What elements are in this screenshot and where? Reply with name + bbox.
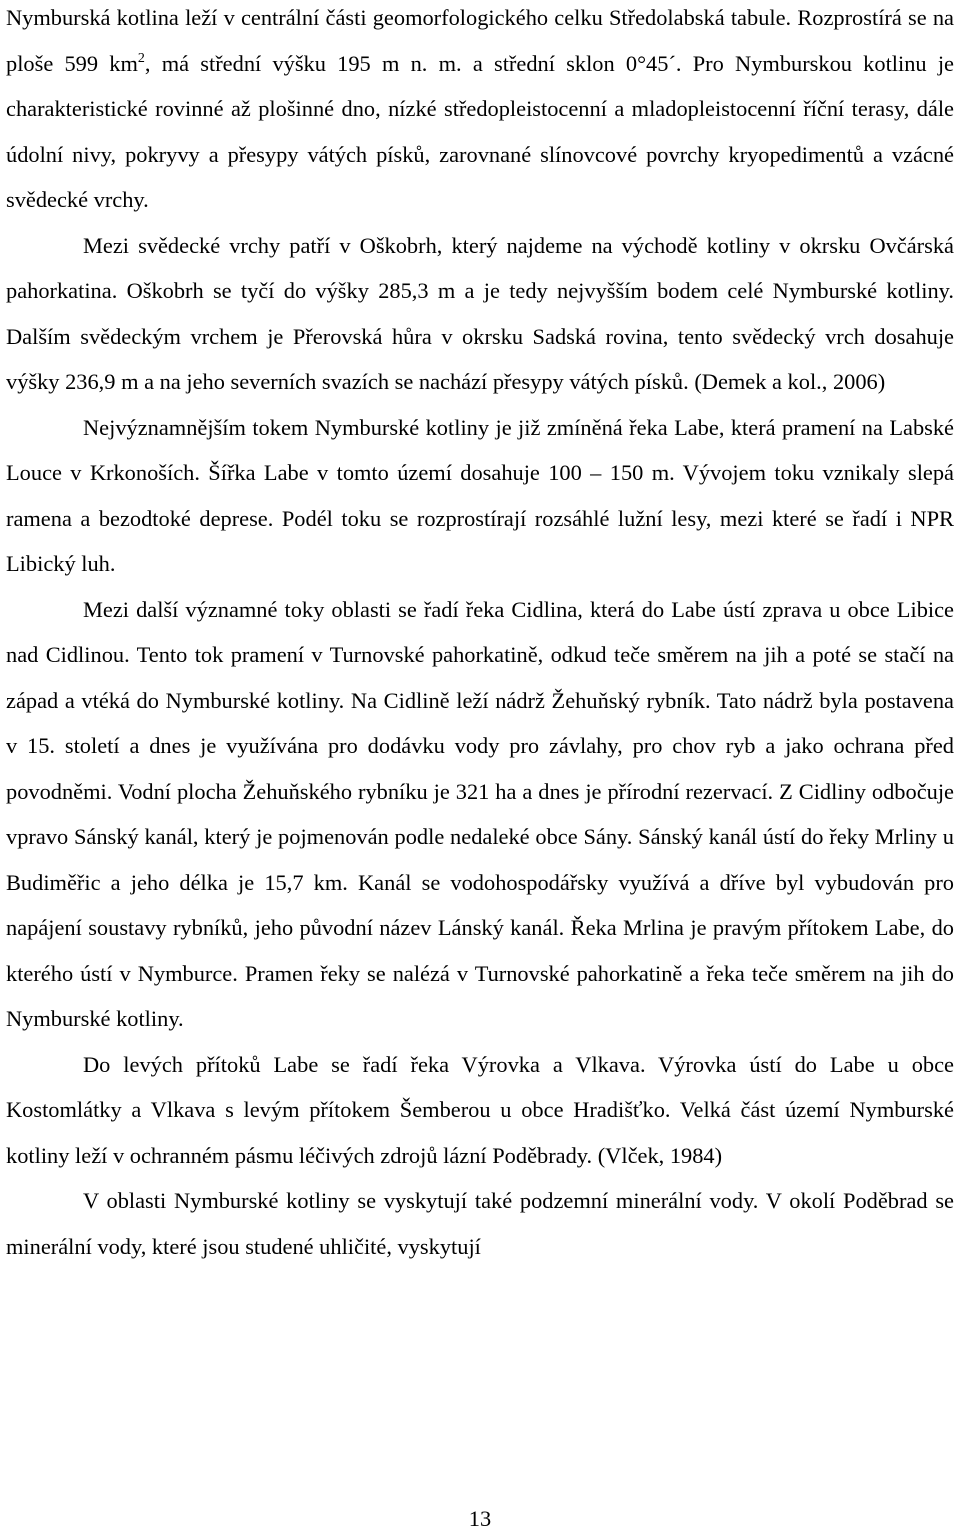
document-page <box>6 0 954 1269</box>
paragraph-text: Nymburská kotlina leží v centrální části geomorfologického celku Středolabská tabule. Rozprostírá se na ploše 599 km <box>6 5 954 76</box>
paragraph-cidlina-river: Mezi další významné toky oblasti se řadí řeka Cidlina, která do Labe ústí zprava u obce Libice nad Cidlinou. Tento tok pramení v Turnovské pahorkatině, odkud teče směrem na jih a poté se stačí na západ a vtéká do Nymburské kotliny. Na Cidlině leží nádrž Žehuňský rybník. Tato nádrž byla postavena v 15. století a dnes je využívána pro dodávku vody pro závlahy, pro chov ryb a jako ochrana před povodněmi. Vodní plocha Žehuňského rybníku je 321 ha a dnes je přírodní rezervací. Z Cidliny odbočuje vpravo Sánský kanál, který je pojmenován podle nedaleké obce Sány. Sánský kanál ústí do řeky Mrliny u Budiměřic a jeho délka je 15,7 km. Kanál se vodohospodářsky využívá a dříve byl vybudován pro napájení soustavy rybníků, jeho původní název Lánský kanál. Řeka Mrlina je pravým přítokem Labe, do kterého ústí v Nymburce. Pramen řeky se nalézá v Turnovské pahorkatině a řeka teče směrem na jih do Nymburské kotliny. <box>6 596 954 1031</box>
paragraph-left-tributaries: Do levých přítoků Labe se řadí řeka Výrovka a Vlkava. Výrovka ústí do Labe u obce Kostomlátky a Vlkava s levým přítokem Šemberou u obce Hradišťko. Velká část území Nymburské kotliny leží v ochranném pásmu léčivých zdrojů lázní Poděbrady. (Vlček, 1984) <box>6 1051 954 1168</box>
paragraph-mineral-waters: V oblasti Nymburské kotliny se vyskytují také podzemní minerální vody. V okolí Poděbrad se minerální vody, které jsou studené uhličité, vyskytují <box>6 1188 954 1259</box>
paragraph-labe-river: Nejvýznamnějším tokem Nymburské kotliny je již zmíněná řeka Labe, která pramení na Labské Louce v Krkonoších. Šířka Labe v tomto území dosahuje 100 – 150 m. Vývojem toku vznikaly slepá ramena a bezodtoké deprese. Podél toku se rozprostírají rozsáhlé lužní lesy, mezi které se řadí i NPR Libický luh. <box>6 414 954 576</box>
superscript-exponent: 2 <box>137 50 145 66</box>
paragraph-text-continued: , má střední výšku 195 m n. m. a střední sklon 0°45´. Pro Nymburskou kotlinu je charakteristické rovinné až plošinné dno, nízké středopleistocenní a mladopleistocenní říční terasy, dále údolní nivy, pokryvy a přesypy vátých písků, zarovnané slínovcové povrchy kryopedimentů a vzácné svědecké vrchy. <box>6 50 954 212</box>
paragraph-witness-hills: Mezi svědecké vrchy patří v Oškobrh, který najdeme na východě kotliny v okrsku Ovčárská pahorkatina. Oškobrh se tyčí do výšky 285,3 m a je tedy nejvyšším bodem celé Nymburské kotliny. Dalším svědeckým vrchem je Přerovská hůra v okrsku Sadská rovina, tento svědecký vrch dosahuje výšky 236,9 m a na jeho severních svazích se nachází přesypy vátých písků. (Demek a kol., 2006) <box>6 232 954 394</box>
page-number: 13 <box>468 1506 492 1531</box>
paragraph-geomorphology <box>6 0 954 223</box>
